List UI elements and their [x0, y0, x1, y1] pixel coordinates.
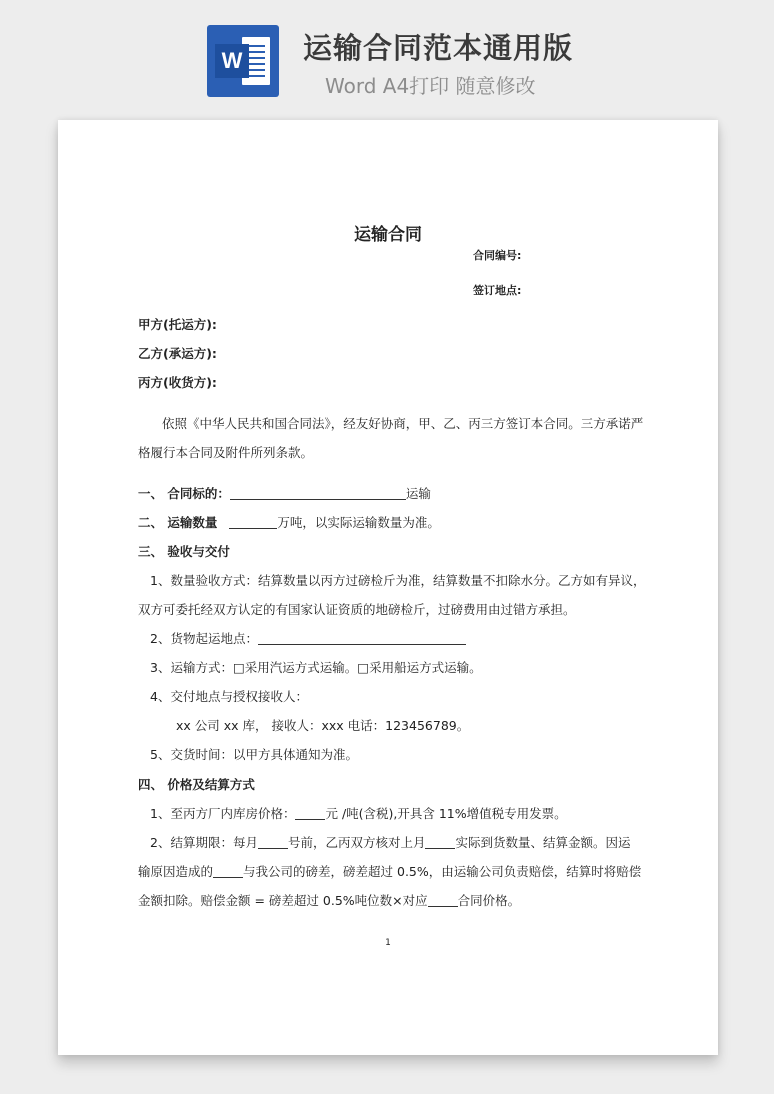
banner-title: 运输合同范本通用版 — [303, 31, 574, 65]
s4-item-2-line-2 — [138, 863, 641, 881]
party-c-label: 丙方(收货方): — [138, 375, 217, 390]
party-b-label: 乙方(承运方): — [138, 346, 217, 361]
section-1-suffix: 运输 — [405, 486, 431, 501]
contract-blank — [428, 893, 458, 907]
intro-line-1: 依照《中华人民共和国合同法》，经友好协商，甲、乙、丙三方签订本合同。三方承诺严 — [162, 416, 644, 431]
origin-blank — [258, 631, 466, 645]
s3-item-3: 3、运输方式：□采用汽运方式运输。□采用船运方式运输。 — [150, 660, 482, 675]
banner — [0, 0, 774, 110]
s4-item-1-label: 1、至丙方厂内库房价格： — [150, 806, 296, 821]
s4-item-2-b: 号前，乙丙双方核对上月 — [287, 835, 426, 850]
contract-number-label: 合同编号: — [473, 249, 522, 262]
day-blank — [258, 835, 288, 849]
price-blank — [295, 806, 325, 820]
section-2 — [138, 514, 440, 532]
s4-item-1-suffix: 元 /吨(含税),开具含 11%增值税专用发票。 — [325, 806, 567, 821]
s3-item-5: 5、交货时间：以甲方具体通知为准。 — [150, 747, 358, 762]
intro-line-2: 格履行本合同及附件所列条款。 — [138, 445, 314, 460]
s4-item-2-c: 实际到货数量、结算金额。因运 — [455, 835, 631, 850]
s3-item-2 — [150, 630, 466, 648]
s4-item-2-line-3 — [138, 892, 520, 910]
s3-item-1-line-2: 双方可委托经双方认定的有国家认证资质的地磅检斤，过磅费用由过错方承担。 — [138, 602, 576, 617]
page-number: 1 — [385, 938, 391, 948]
s3-item-4: 4、交付地点与授权接收人： — [150, 689, 308, 704]
s3-item-4-detail: xx 公司 xx 库， 接收人：xxx 电话：123456789。 — [176, 718, 470, 733]
company-blank — [213, 864, 243, 878]
document-title: 运输合同 — [354, 225, 422, 245]
s4-item-2-a: 2、结算期限：每月 — [150, 835, 258, 850]
s4-item-2-g: 合同价格。 — [457, 893, 521, 908]
word-letter-icon: W — [215, 44, 249, 78]
s3-item-2-label: 2、货物起运地点： — [150, 631, 258, 646]
month-blank — [425, 835, 455, 849]
word-app-icon — [207, 25, 279, 97]
s4-item-2-line-1 — [150, 834, 631, 852]
signing-place-label: 签订地点: — [473, 284, 522, 297]
section-1-label: 一、 合同标的： — [138, 486, 230, 501]
s4-item-1 — [150, 805, 567, 823]
banner-subtitle: Word A4打印 随意修改 — [325, 74, 536, 98]
section-3-heading: 三、 验收与交付 — [138, 544, 230, 559]
section-1 — [138, 485, 431, 503]
party-a-label: 甲方(托运方): — [138, 317, 217, 332]
s4-item-2-d: 输原因造成的 — [138, 864, 214, 879]
document-page — [58, 120, 718, 1055]
s4-item-2-e: 与我公司的磅差，磅差超过 0.5%，由运输公司负责赔偿，结算时将赔偿 — [243, 864, 642, 879]
s3-item-1-line-1: 1、数量验收方式：结算数量以丙方过磅检斤为准，结算数量不扣除水分。乙方如有异议， — [150, 573, 646, 588]
s4-item-2-f: 金额扣除。赔偿金额 = 磅差超过 0.5%吨位数×对应 — [138, 893, 428, 908]
section-4-heading: 四、 价格及结算方式 — [138, 777, 255, 792]
subject-blank — [230, 486, 406, 500]
quantity-blank — [229, 515, 277, 529]
section-2-label: 二、 运输数量 — [138, 515, 218, 530]
section-2-suffix: 万吨，以实际运输数量为准。 — [277, 515, 440, 530]
